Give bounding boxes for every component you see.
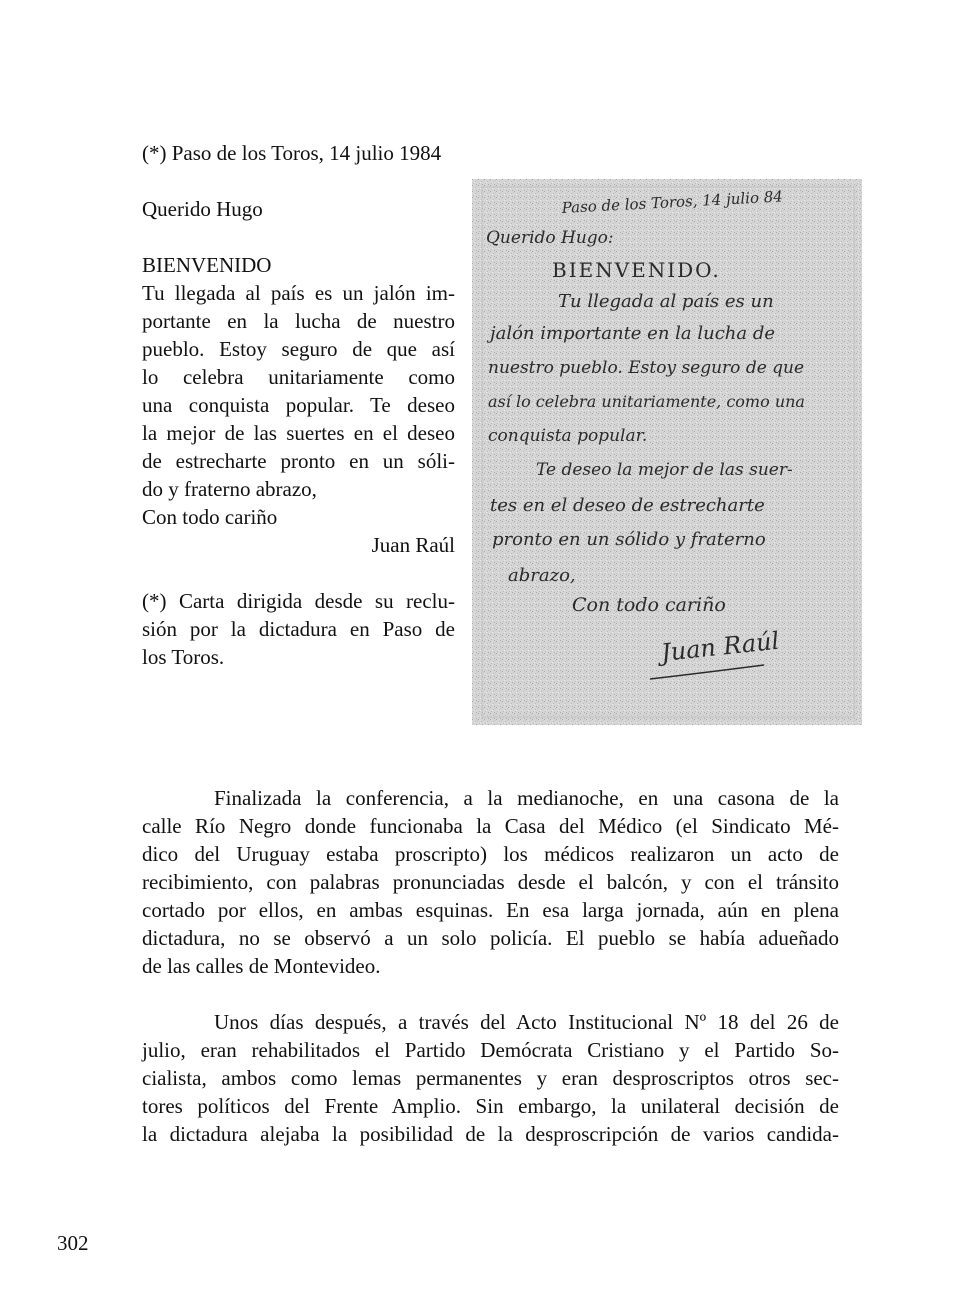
handwritten-line: Te deseo la mejor de las suer- <box>536 460 793 480</box>
body-paragraph-2 <box>142 1008 839 1148</box>
letter-greeting: Querido Hugo <box>142 197 263 221</box>
body-line: calle Río Negro donde funcionaba la Casa del Médico (el Sindicato Mé- <box>142 814 839 838</box>
body-line: la dictadura alejaba la posibilidad de la desproscripción de varios candida- <box>142 1122 839 1146</box>
body-line: cialista, ambos como lemas permanentes y eran desproscriptos otros sec- <box>142 1066 839 1090</box>
letter-line: lo celebra unitariamente como <box>142 365 455 389</box>
footnote-line: (*) Carta dirigida desde su reclu- <box>142 589 455 613</box>
handwritten-line: así lo celebra unitariamente, como una <box>488 392 805 411</box>
letter-line: la mejor de las suertes en el deseo <box>142 421 455 445</box>
body-line: dico del Uruguay estaba proscripto) los médicos realizaron un acto de <box>142 842 839 866</box>
handwritten-line: Tu llegada al país es un <box>558 291 774 312</box>
body-line: Finalizada la conferencia, a la medianoche, en una casona de la <box>214 786 839 810</box>
letter-line: de estrecharte pronto en un sóli- <box>142 449 455 473</box>
handwritten-signature: Juan Raúl <box>659 626 781 667</box>
body-line: de las calles de Montevideo. <box>142 954 381 978</box>
body-line: cortado por ellos, en ambas esquinas. En esa larga jornada, aún en plena <box>142 898 839 922</box>
handwritten-line: abrazo, <box>508 565 576 586</box>
handwritten-line: conquista popular. <box>488 426 648 446</box>
letter-signature: Juan Raúl <box>371 533 455 557</box>
page-number: 302 <box>57 1231 89 1255</box>
handwritten-line: Querido Hugo: <box>486 228 614 248</box>
body-line: Unos días después, a través del Acto Institucional Nº 18 del 26 de <box>214 1010 839 1034</box>
handwritten-line: jalón importante en la lucha de <box>490 323 776 344</box>
letter-transcription <box>142 279 455 559</box>
handwritten-line: nuestro pueblo. Estoy seguro de que <box>488 358 805 378</box>
letter-line: Tu llegada al país es un jalón im- <box>142 281 455 305</box>
handwritten-letter-scan <box>472 179 862 725</box>
letter-closing: Con todo cariño <box>142 505 278 529</box>
body-line: tores políticos del Frente Amplio. Sin embargo, la unilateral decisión de <box>142 1094 839 1118</box>
letter-footnote <box>142 587 455 671</box>
handwritten-line: pronto en un sólido y fraterno <box>492 529 766 550</box>
handwritten-line: Paso de los Toros, 14 julio 84 <box>561 187 784 217</box>
letter-line: pueblo. Estoy seguro de que así <box>142 337 455 361</box>
letter-welcome: BIENVENIDO <box>142 253 272 277</box>
letter-line: do y fraterno abrazo, <box>142 477 317 501</box>
body-line: dictadura, no se observó a un solo policía. El pueblo se había adueñado <box>142 926 839 950</box>
handwritten-letter-image <box>472 179 862 725</box>
body-paragraph-1 <box>142 784 839 980</box>
letter-heading: (*) Paso de los Toros, 14 julio 1984 <box>142 141 442 165</box>
handwritten-line: Con todo cariño <box>572 594 726 616</box>
footnote-line: sión por la dictadura en Paso de <box>142 617 455 641</box>
footnote-line: los Toros. <box>142 645 225 669</box>
letter-line: una conquista popular. Te deseo <box>142 393 455 417</box>
handwritten-line: tes en el deseo de estrecharte <box>490 495 765 516</box>
body-line: julio, eran rehabilitados el Partido Demócrata Cristiano y el Partido So- <box>142 1038 839 1062</box>
handwritten-line: BIENVENIDO. <box>552 258 721 282</box>
letter-line: portante en la lucha de nuestro <box>142 309 455 333</box>
body-line: recibimiento, con palabras pronunciadas desde el balcón, y con el tránsito <box>142 870 839 894</box>
